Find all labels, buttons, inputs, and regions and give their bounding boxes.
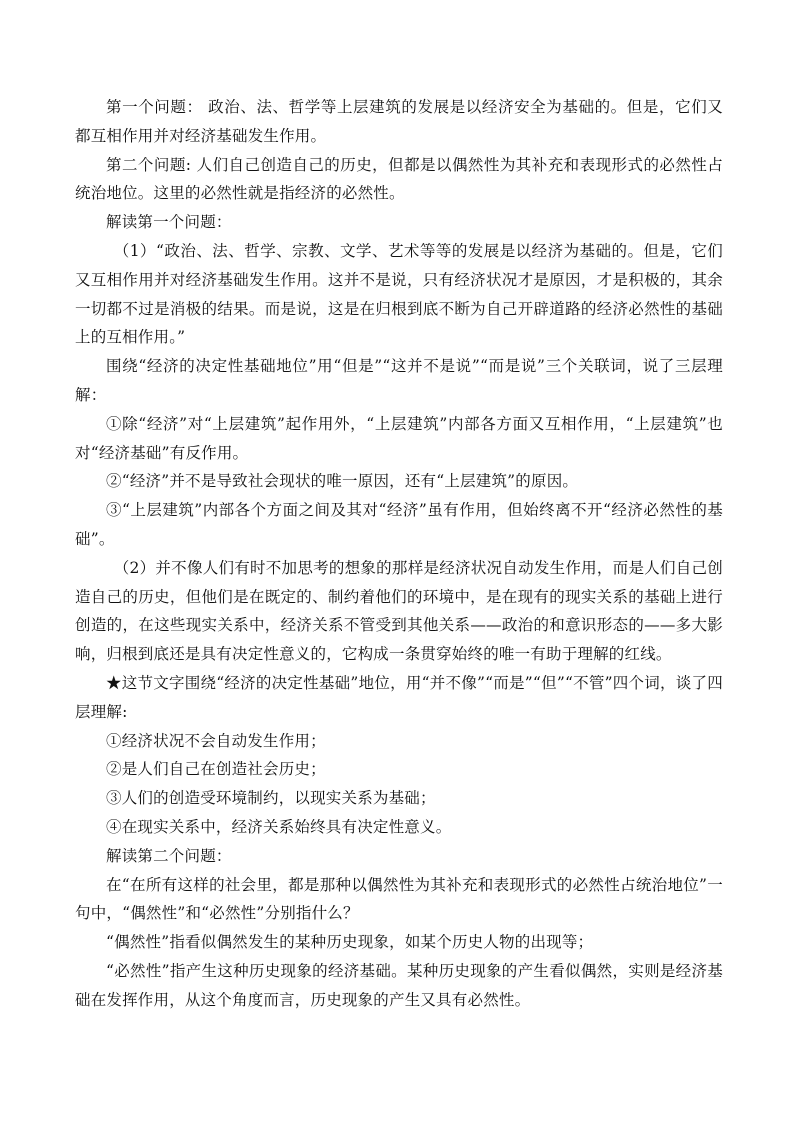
- heading-interpret-question-1: 解读第一个问题：: [106, 213, 232, 232]
- list-item-four-2: ②是人们自己在创造社会历史；: [106, 760, 326, 779]
- paragraph-four-layers: ★这节文字围绕“经济的决定性基础”地位，用“并不像”“而是”“但”“不管”四个词，谈了四层理解:: [75, 673, 723, 721]
- heading-interpret-question-2: 解读第二个问题：: [106, 846, 232, 865]
- paragraph-quote-1: （1）“政治、法、哲学、宗教、文学、艺术等等的发展是以经济为基础的。但是，它们又互相作用并对经济基础发生作用。这并不是说，只有经济状况才是原因，才是积极的，其余一切都不过是消极的结果。而是说，这是在归根到底不断为自己开辟道路的经济必然性的基础上的互相作用。”: [75, 241, 723, 347]
- paragraph-contingency: “偶然性”指看似偶然发生的某种历史现象，如某个历史人物的出现等；: [106, 933, 594, 952]
- paragraph-quote-2: （2）并不像人们有时不加思考的想象的那样是经济状况自动发生作用，而是人们自己创造自己的历史，但他们是在既定的、制约着他们的环境中，是在现有的现实关系的基础上进行创造的，在这些现实关系中，经济关系不管受到其他关系——政治的和意识形态的——多大影响，归根到底还是具有决定性意义的，它构成一条贯穿始终的唯一有助于理解的红线。: [75, 558, 723, 664]
- paragraph-question-2: 第二个问题: 人们自己创造自己的历史，但都是以偶然性为其补充和表现形式的必然性占统治地位。这里的必然性就是指经济的必然性。: [75, 155, 723, 203]
- list-item-four-1: ①经济状况不会自动发生作用；: [106, 731, 326, 750]
- paragraph-three-layers: 围绕“经济的决定性基础地位”用“但是”“这并不是说”“而是说”三个关联词，说了三层理解：: [75, 357, 723, 404]
- list-item-four-4: ④在现实关系中，经济关系始终具有决定性意义。: [106, 817, 452, 836]
- list-item-layer-3: ③“上层建筑”内部各个方面之间及其对“经济”虽有作用，但始终离不开“经济必然性的基础”。: [75, 501, 723, 548]
- list-item-layer-2: ②“经济”并不是导致社会现状的唯一原因，还有“上层建筑”的原因。: [106, 472, 579, 491]
- document-body: [75, 93, 723, 1015]
- paragraph-question-sentence: 在“在所有这样的社会里，都是那种以偶然性为其补充和表现形式的必然性占统治地位”一句中，“偶然性”和“必然性”分别指什么？: [75, 875, 723, 923]
- paragraph-question-1: 第一个问题： 政治、法、哲学等上层建筑的发展是以经济安全为基础的。但是，它们又都互相作用并对经济基础发生作用。: [75, 98, 723, 145]
- list-item-layer-1: ①除“经济”对“上层建筑”起作用外，“上层建筑”内部各方面又互相作用，“上层建筑”也对“经济基础”有反作用。: [75, 414, 723, 462]
- paragraph-necessity: “必然性”指产生这种历史现象的经济基础。某种历史现象的产生看似偶然，实则是经济基础在发挥作用，从这个角度而言，历史现象的产生又具有必然性。: [75, 961, 723, 1009]
- list-item-four-3: ③人们的创造受环境制约，以现实关系为基础；: [106, 789, 436, 808]
